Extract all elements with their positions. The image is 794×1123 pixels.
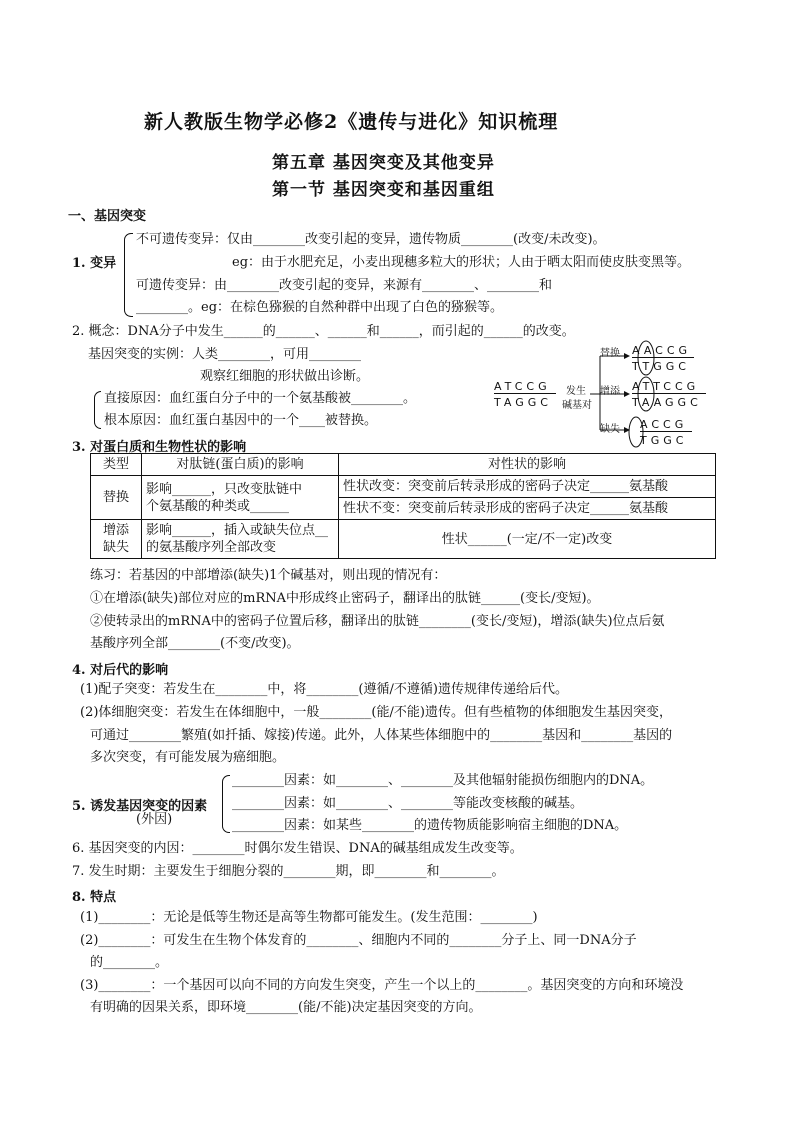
variation-brace [124, 233, 133, 317]
variation-label: 1. 变异 [72, 256, 117, 271]
th-protein: 对肽链(蛋白质)的影响 [142, 454, 339, 476]
factor-line-3: ________因素：如某些________的遗传物质能影响宿主细胞的DNA。 [232, 818, 628, 833]
part1-heading: 一、基因突变 [68, 209, 147, 224]
exercise-line-1: 练习：若基因的中部增添(缺失)1个碱基对，则出现的情况有： [90, 568, 447, 583]
factor-line-1: ________因素：如________、________及其他辐射能损伤细胞内的DNA。 [232, 773, 654, 788]
th-type: 类型 [91, 454, 142, 476]
cause-brace [94, 391, 101, 429]
row-substitution-type: 替换 [91, 476, 142, 520]
variation-line-1: 不可遗传变异：仅由________改变引起的变异，遗传物质________(改变/未改变)。 [136, 232, 606, 247]
substitution-top: AACCG [632, 344, 692, 357]
factor-line-2: ________因素：如________、________等能改变核酸的碱基。 [232, 796, 584, 811]
concept-line: 2. 概念：DNA分子中发生______的______、______和______，而引起的______的改变。 [72, 324, 575, 339]
variation-line-3: 可遗传变异：由________改变引起的变异，来源有________、________和 [136, 278, 553, 293]
diagram-label-insertion: 增添 [600, 386, 620, 397]
change-ovals [490, 340, 720, 450]
deletion-bottom: TGGC [640, 434, 688, 447]
feature-line-3: 的________。 [90, 955, 169, 970]
exercise-line-2: ①在增添(缺失)部位对应的mRNA中形成终止密码子，翻译出的肽链______(变长/变短)。 [90, 591, 600, 606]
internal-cause-line: 6. 基因突变的内因：________时偶尔发生错误、DNA的碱基组成发生改变等。 [72, 841, 523, 856]
original-strand-bottom: TAGGC [494, 396, 552, 409]
substitution-bottom: TTGGC [632, 360, 690, 373]
feature-line-1: (1)________：无论是低等生物还是高等生物都可能发生。(发生范围：________) [80, 910, 538, 925]
offspring-line-4: 多次突变，有可能发展为癌细胞。 [90, 750, 286, 765]
substitution-protein-a: 影响______，只改变肽链中 [146, 481, 303, 497]
row-indel-type [91, 520, 142, 559]
indel-type-b: 缺失 [102, 540, 129, 555]
feature-line-2: (2)________：可发生在生物个体发育的________、细胞内不同的________分子上、同一DNA分子 [80, 933, 637, 948]
indel-type-a: 增添 [102, 523, 129, 538]
diagram-label-deletion: 缺失 [600, 424, 620, 435]
base-pair-diagram [490, 340, 720, 450]
inducing-factors-label: 5. 诱发基因突变的因素 [72, 799, 208, 814]
feature-line-5: 有明确的因果关系，即环境________(能/不能)决定基因突变的方向。 [90, 1000, 482, 1015]
features-heading: 8. 特点 [72, 890, 117, 905]
variation-line-4: ________。eg：在棕色猕猴的自然种群中出现了白色的猕猴等。 [136, 300, 504, 315]
root-cause: 根本原因：血红蛋白基因中的一个____被替换。 [104, 413, 378, 428]
substitution-protein-b: 个氨基酸的种类或______ [146, 498, 290, 514]
substitution-trait-a: 性状改变：突变前后转录形成的密码子决定______氨基酸 [339, 476, 716, 498]
offspring-line-1: (1)配子突变：若发生在________中，将________(遵循/不遵循)遗传规律传递给后代。 [80, 682, 568, 697]
example-line-1: 基因突变的实例：人类________，可用________ [88, 347, 362, 362]
insertion-top: ATTCCG [632, 380, 700, 393]
deletion-top: ACCG [640, 418, 688, 431]
page-title: 新人教版生物学必修2《遗传与进化》知识梳理 [144, 111, 559, 133]
indel-protein-a: 影响______，插入或缺失位点__ [146, 523, 329, 538]
arrow-label-basepair: 碱基对 [562, 400, 592, 411]
factors-brace [222, 775, 230, 833]
offspring-line-2: (2)体细胞突变：若发生在体细胞中，一般________(能/不能)遗传。但有些植物的体细胞发生基因突变， [80, 705, 672, 720]
direct-cause: 直接原因：血红蛋白分子中的一个氨基酸被________。 [104, 391, 417, 406]
th-trait: 对性状的影响 [339, 454, 716, 476]
variation-line-2: eg：由于水肥充足，小麦出现穗多粒大的形状；人由于晒太阳而使皮肤变黑等。 [232, 255, 691, 270]
arrow-label-occur: 发生 [566, 386, 586, 397]
insertion-bottom: TAAGGC [632, 396, 702, 409]
exercise-line-4: 基酸序列全部________(不变/改变)。 [90, 636, 300, 651]
offspring-heading: 4. 对后代的影响 [72, 663, 169, 678]
timing-line: 7. 发生时期：主要发生于细胞分裂的________期，即________和________。 [72, 864, 505, 879]
chapter-heading: 第五章 基因突变及其他变异 [272, 153, 495, 173]
example-line-2: 观察红细胞的形状做出诊断。 [200, 369, 370, 384]
feature-line-4: (3)________：一个基因可以向不同的方向发生突变，产生一个以上的________。基因突变的方向和环境没 [80, 978, 684, 993]
offspring-line-3: 可通过________繁殖(如扦插、嫁接)传递。此外，人体某些体细胞中的________基因和________基因的 [90, 728, 673, 743]
row-substitution-protein [142, 476, 339, 520]
effect-table [90, 453, 716, 559]
substitution-trait-b: 性状不变：突变前后转录形成的密码子决定______氨基酸 [339, 498, 716, 520]
row-indel-protein [142, 520, 339, 559]
effect-heading: 3. 对蛋白质和生物性状的影响 [72, 440, 247, 455]
section-heading: 第一节 基因突变和基因重组 [272, 180, 495, 200]
exercise-line-3: ②使转录出的mRNA中的密码子位置后移，翻译出的肽链________(变长/变短)，增添(缺失)位点后氨 [90, 614, 665, 629]
indel-trait: 性状______(一定/不一定)改变 [339, 520, 716, 559]
inducing-factors-sublabel: (外因) [136, 812, 173, 827]
indel-protein-b: 的氨基酸序列全部改变 [146, 540, 277, 555]
diagram-label-substitution: 替换 [600, 348, 620, 359]
original-strand-top: ATCCG [494, 380, 551, 393]
